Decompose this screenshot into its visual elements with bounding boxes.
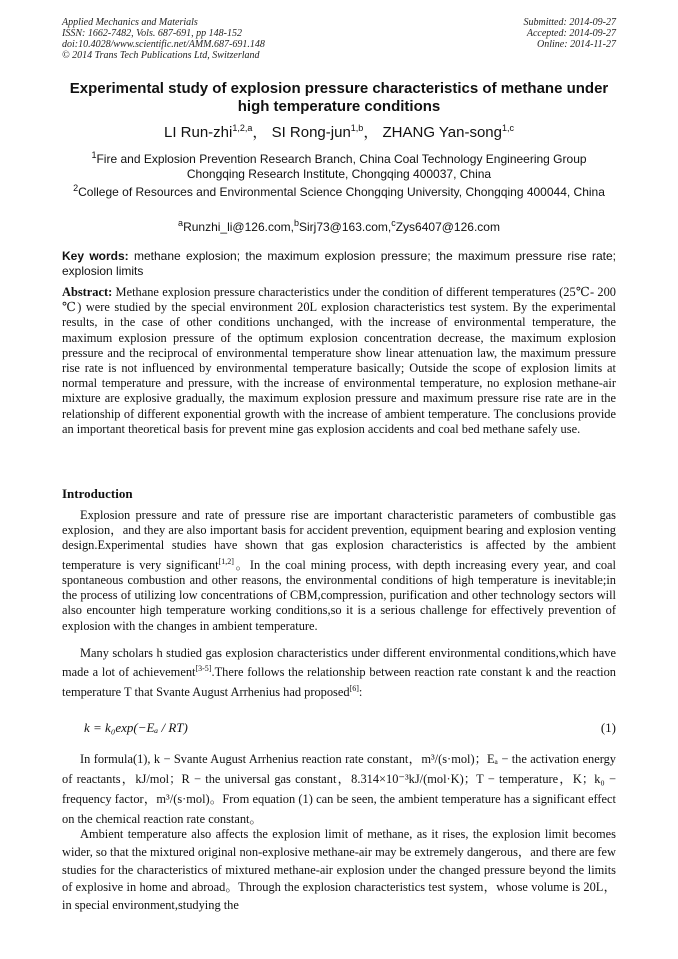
affiliation-text: Fire and Explosion Prevention Research Branch, China Coal Technology Engineering Group Chongqing Research Institute, Chongqing 400037, China (96, 152, 587, 181)
paragraph-text: : (358, 684, 363, 699)
header-right (524, 17, 617, 50)
citation: [6] (349, 683, 359, 693)
formula-explanation: In formula(1), k − Svante August Arrhenius reaction rate constant，m³/(s·mol)；Eₐ − the activation energy of reactants，kJ/mol；R − the universal gas constant，8.314×10⁻³kJ/(mol·K)；T − temperature，K；k₀ − frequency factor，m³/(s·mol)。From equation (1) can be seen, the ambient temperature has a significant effect on the chemical reaction rate constant。 (62, 752, 616, 826)
equation: k = k₀exp(−Eₐ / RT) (84, 720, 188, 735)
citation: [1,2] (218, 556, 234, 566)
email-link[interactable]: Zys6407@126.com (395, 220, 500, 234)
keywords (62, 249, 616, 279)
online-date: Online: 2014-11-27 (537, 39, 616, 50)
submitted-date: Submitted: 2014-09-27 (523, 17, 616, 28)
abstract-label: Abstract: (62, 285, 113, 299)
accepted-date: Accepted: 2014-09-27 (526, 28, 616, 39)
keywords-text: methane explosion; the maximum explosion pressure; the maximum pressure rise rate; explosion limits (62, 249, 617, 278)
citation: [3-5] (195, 664, 212, 674)
keywords-label: Key words: (62, 249, 129, 263)
affiliation-number: 1 (91, 150, 97, 160)
email-link[interactable]: Sirj73@163.com, (298, 220, 392, 234)
abstract (62, 285, 616, 437)
author-superscript: 1,c (502, 123, 515, 133)
intro-paragraph-ambient: Ambient temperature also affects the explosion limit of methane, as it rises, the explosion limit becomes wider, so that the mixtured original non-explosive methane-air may be extremely dangerous，and there are few studies for the characteristics of mixtured methane-air explosion under the changed pressure beyond the limits of explosive in home and abroad。Through the explosion characteristics test system，whose volume is 20L，in special environment,studying the (62, 827, 616, 913)
copyright-line: © 2014 Trans Tech Publications Ltd, Switzerland (62, 50, 260, 61)
author-line (62, 119, 616, 142)
issn-line: ISSN: 1662-7482, Vols. 687-691, pp 148-152 (62, 28, 242, 39)
affiliation-2 (62, 181, 616, 200)
author-superscript: 1,2,a (232, 123, 253, 133)
author-separator: ， (363, 124, 379, 141)
author-superscript: 1,b (350, 123, 364, 133)
abstract-text: Methane explosion pressure characteristics under the condition of different temperatures (25℃- 200 ℃) were studied by the special environment 20L explosion characteristics test system. By the experimental results, in the case of other conditions unchanged, with the increase of environmental temperature, the maximum explosion pressure of the optimum explosion concentration decrease, the maximum explosion pressure and the reciprocal of environmental temperature show linear attenuation law, the maximum pressure rise rate is not influenced by environmental temperature basically; Outside the scope of explosion limits at normal temperature and pressure, with the increase of environmental temperature, no explosion methane-air mixture are explosive gradually, the maximum explosion pressure and maximum pressure rise rate are in the relationship of different exponential growth with the increase of ambient temperature. The conclusions provide an important theoretical basis for prevent mine gas explosion accidents and coal bed methane safely use. (62, 285, 616, 436)
email-link[interactable]: Runzhi_li@126.com, (183, 220, 294, 234)
journal-name: Applied Mechanics and Materials (62, 17, 198, 28)
paragraph-text: Explosion pressure and rate of pressure rise are important characteristic parameters of combustible gas explosion，and they are also important basis for accident prevention, equipment bearing and explosion venting design.Experimental studies have shown that gas explosion characteristics is affected by the ambient temperature is very significant (62, 508, 616, 572)
author-emails (62, 216, 616, 235)
intro-paragraph-1 (62, 508, 616, 634)
equation-number: (1) (600, 720, 616, 735)
email-superscript: c (391, 218, 396, 228)
doi-line: doi:10.4028/www.scientific.net/AMM.687-691.148 (62, 39, 265, 50)
affiliation-number: 2 (73, 183, 79, 193)
author-name: SI Rong-jun (271, 124, 351, 141)
email-superscript: a (178, 218, 184, 228)
author-name: ZHANG Yan-song (382, 124, 502, 141)
paragraph-text: .There follows the relationship between reaction rate constant k and the reaction temperature T that Svante August Arrhenius had proposed (62, 665, 616, 699)
section-heading-introduction: Introduction (62, 486, 133, 501)
intro-paragraph-2 (62, 646, 616, 700)
header-left (62, 17, 265, 61)
author-name: LI Run-zhi (163, 124, 233, 141)
affiliation-text: College of Resources and Environmental Science Chongqing University, Chongqing 400044, China (78, 185, 605, 199)
affiliation-1 (62, 148, 616, 182)
paragraph-text: 。In the coal mining process, with depth increasing every year, and coal spontaneous combustion and other reasons, the environmental conditions of high temperature is inevitable;in the process of utilizing low concentrations of CBM,compression, purification and other technology sectors will also encounter high temperature working conditions,so it is a serious challenge for effectively prevention of explosion with the changes in ambient temperature. (62, 557, 616, 633)
paragraph-text: Many scholars h studied gas explosion characteristics under different environmental conditions,which have made a lot of achievement (62, 646, 616, 680)
email-superscript: b (293, 218, 299, 228)
paper-title: Experimental study of explosion pressure characteristics of methane under high temperature conditions (69, 80, 609, 115)
author-separator: ， (252, 124, 268, 141)
